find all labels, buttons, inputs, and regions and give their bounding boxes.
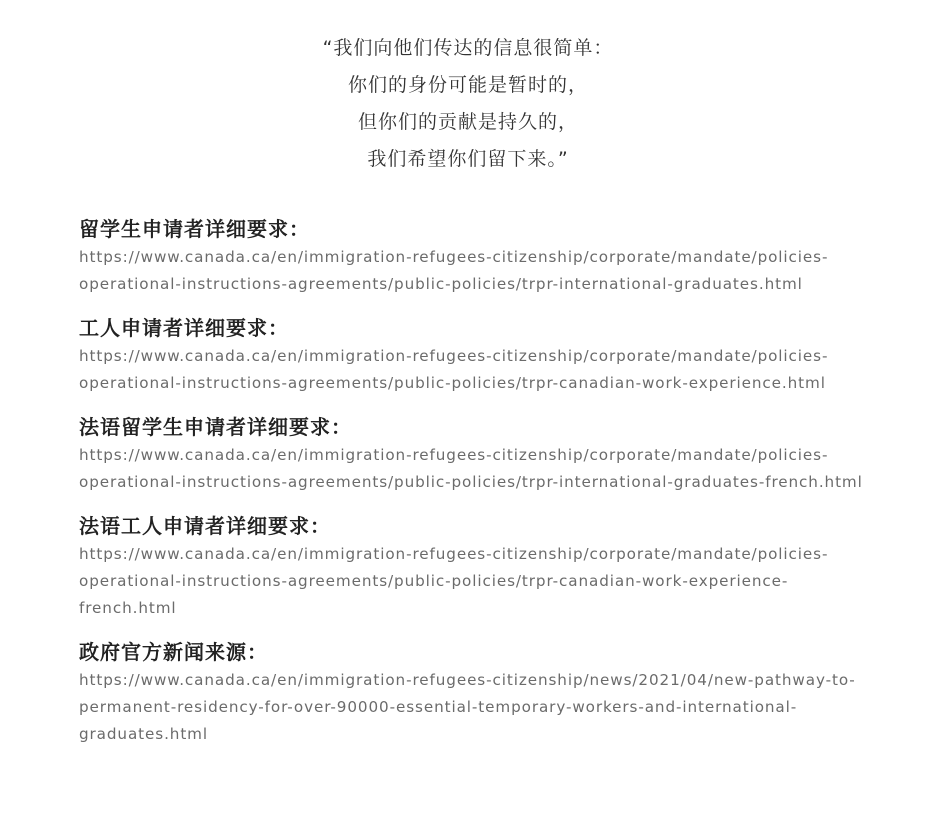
section-heading: 留学生申请者详细要求： xyxy=(79,217,310,241)
quote-line-3: 但你们的贡献是持久的， xyxy=(357,111,578,133)
source-link[interactable] xyxy=(79,244,879,298)
link-line: operational-instructions-agreements/public-policies/trpr-international-graduates.html xyxy=(79,275,803,293)
link-line: https://www.canada.ca/en/immigration-refugees-citizenship/corporate/mandate/policies- xyxy=(79,248,829,266)
link-line: https://www.canada.ca/en/immigration-refugees-citizenship/corporate/mandate/policies- xyxy=(79,347,829,365)
source-link[interactable] xyxy=(79,442,879,496)
source-link[interactable] xyxy=(79,343,879,397)
requirements-sections xyxy=(79,214,879,763)
section-french-graduates xyxy=(79,412,879,496)
section-heading: 法语工人申请者详细要求： xyxy=(79,514,331,538)
section-international-graduates xyxy=(79,214,879,298)
link-line: permanent-residency-for-over-90000-essential-temporary-workers-and-international- xyxy=(79,698,798,716)
section-heading: 法语留学生申请者详细要求： xyxy=(79,415,352,439)
quote-line-2: 你们的身份可能是暂时的， xyxy=(347,74,588,96)
section-french-workers xyxy=(79,511,879,622)
source-link[interactable] xyxy=(79,667,879,748)
link-line: https://www.canada.ca/en/immigration-refugees-citizenship/news/2021/04/new-pathway-to- xyxy=(79,671,856,689)
link-line: operational-instructions-agreements/public-policies/trpr-canadian-work-experience- xyxy=(79,572,789,590)
link-line: https://www.canada.ca/en/immigration-refugees-citizenship/corporate/mandate/policies- xyxy=(79,545,829,563)
section-official-news xyxy=(79,637,879,748)
quote-line-4: 我们希望你们留下来。” xyxy=(367,148,569,170)
link-line: graduates.html xyxy=(79,725,208,743)
section-heading: 工人申请者详细要求： xyxy=(79,316,289,340)
section-workers xyxy=(79,313,879,397)
link-line: french.html xyxy=(79,599,177,617)
section-heading: 政府官方新闻来源： xyxy=(79,640,268,664)
quote-block xyxy=(0,30,936,178)
link-line: https://www.canada.ca/en/immigration-refugees-citizenship/corporate/mandate/policies- xyxy=(79,446,829,464)
link-line: operational-instructions-agreements/public-policies/trpr-canadian-work-experience.html xyxy=(79,374,826,392)
source-link[interactable] xyxy=(79,541,879,622)
quote-line-1: “我们向他们传达的信息很简单： xyxy=(322,37,614,59)
link-line: operational-instructions-agreements/public-policies/trpr-international-graduates-french.html xyxy=(79,473,863,491)
